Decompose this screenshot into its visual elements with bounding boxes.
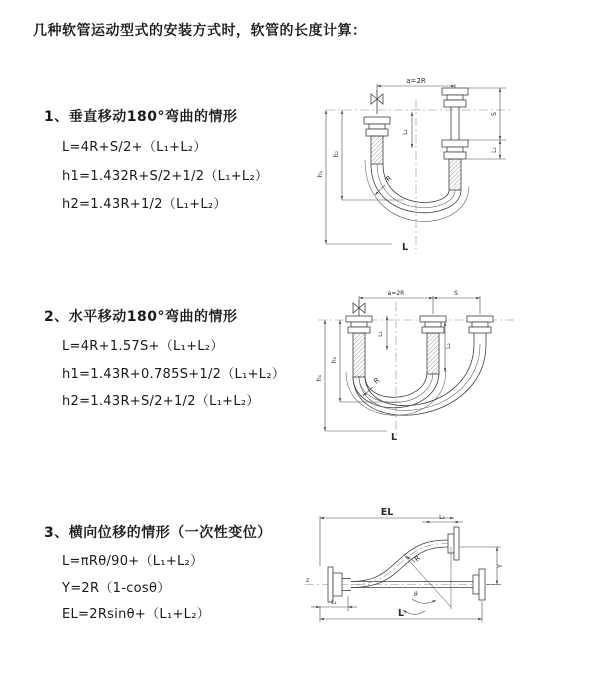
hose-braid [371,136,383,164]
span-label: a=2R [387,290,405,297]
l1-label: L₁ [331,599,337,606]
radius-label: R [372,376,382,386]
left-pipe-fitting [364,117,390,164]
y-label: Y [497,564,504,568]
pipe-fitting-1 [346,316,372,377]
radius-callout [375,174,393,195]
section1-formula-h1: h1=1.432R+S/2+1/2（L₁+L₂） [62,169,269,184]
hose-s-curve-displaced [351,527,459,588]
length-label: L [401,242,409,253]
pipe-fitting-3-moved [467,316,493,344]
pipe-fitting-2 [420,316,446,374]
l2-label: L₂ [439,514,445,521]
section2-formula-h2: h2=1.43R+S/2+1/2（L₁+L₂） [62,394,260,409]
section2-formula-L: L=4R+1.57S+（L₁+L₂） [62,339,224,354]
s-label: S [491,112,498,116]
dimension-l1 [377,316,387,350]
h2-label: h₂ [333,150,340,158]
right-flange [479,569,485,600]
l2-label: L₂ [445,343,452,349]
section3-formula-Y: Y=2R（1-cosθ） [62,581,171,596]
dimension-el [320,507,454,566]
h1-label: h₁ [317,170,324,178]
section1-heading: 1、垂直移动180°弯曲的情形 [44,109,238,125]
section3-heading: 3、横向位移的情形（一次性变位） [44,525,272,541]
page-title: 几种软管运动型式的安装方式时，软管的长度计算： [33,23,367,39]
section1-formula-h2: h2=1.43R+1/2（L₁+L₂） [62,197,227,212]
angle-construction [403,547,451,614]
diagram-vertical-180-bend [312,72,522,258]
l-label: L [397,608,405,619]
section3-formula-L: L=πRθ/90+（L₁+L₂） [62,554,204,569]
diagram-horizontal-180-bend [312,284,527,446]
h1-label: h₁ [316,374,323,382]
dimension-l2 [445,322,452,372]
diagram-lateral-displacement [303,506,591,651]
valve-icon [371,90,383,114]
l2-label: L₂ [491,147,498,153]
dimension-l [320,601,482,622]
valve-icon [353,300,365,316]
h2-label: h₂ [331,356,338,364]
radius-label: R [384,174,394,184]
z-mark: z [306,577,310,584]
hose-braid [427,333,439,374]
dimension-l1 [402,112,412,148]
length-label: L [390,432,398,443]
dimension-span-s [359,290,480,314]
dimension-l1 [311,596,357,611]
dimension-h1-h2 [317,110,404,244]
l1-label: L₁ [402,129,409,135]
section2-heading: 2、水平移动180°弯曲的情形 [44,309,238,325]
el-label: EL [380,507,394,518]
theta-label: θ [414,591,418,598]
section2-formula-h1: h1=1.43R+0.785S+1/2（L₁+L₂） [62,367,286,382]
dimension-s-l2 [466,88,506,159]
radius-label: R [413,554,423,564]
centerlines [326,100,510,254]
hose-braid [449,159,461,190]
hose-braid [353,333,365,377]
s-label: S [454,290,458,297]
section1-formula-L: L=4R+S/2+（L₁+L₂） [62,140,207,155]
section3-formula-EL: EL=2Rsinθ+（L₁+L₂） [62,607,211,622]
upper-flange [454,527,459,560]
right-pipe-fitting [442,88,468,190]
l1-label: L₁ [377,331,384,337]
span-label: a=2R [406,77,426,85]
